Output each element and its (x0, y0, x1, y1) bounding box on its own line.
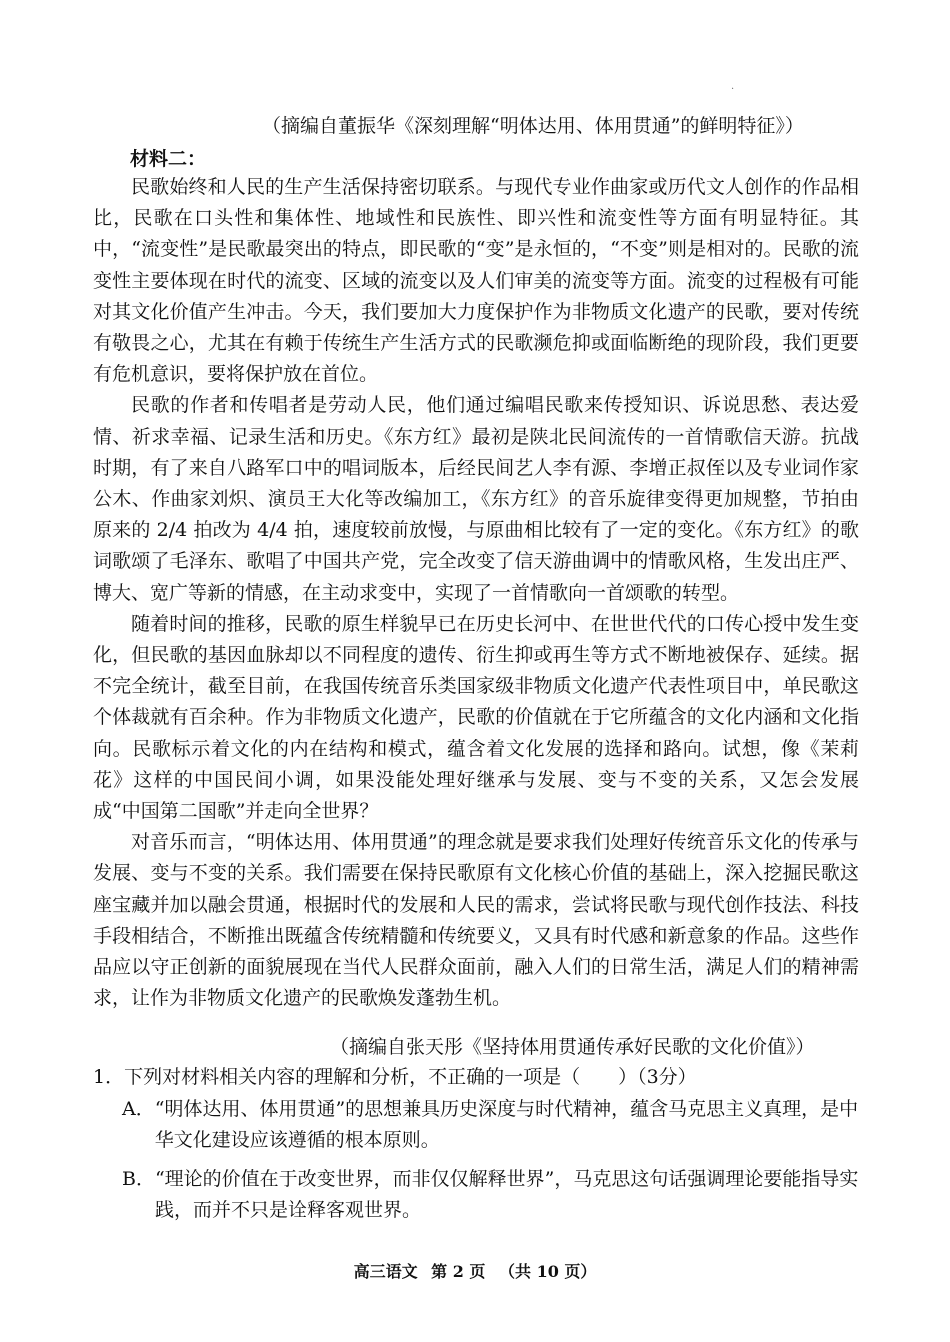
material-body (93, 172, 859, 1014)
option-a-text: “明体达用、体用贯通”的思想兼具历史深度与时代精神，蕴含马克思主义真理，是中华文化建设应该遵循的根本原则。 (154, 1098, 859, 1151)
footer-total-pages: （共 10 页） (499, 1262, 597, 1281)
source-citation-top: （摘编自董振华《深刻理解“明体达用、体用贯通”的鲜明特征》） (262, 115, 804, 137)
footer-page-number: 第 2 页 (431, 1262, 486, 1281)
paragraph-2: 民歌的作者和传唱者是劳动人民，他们通过编唱民歌来传授知识、诉说思愁、表达爱情、祈求幸福、记录生活和历史。《东方红》最初是陕北民间流传的一首情歌信天游。抗战时期，有了来自八路军口中的唱词版本，后经民间艺人李有源、李增正叔侄以及专业词作家公木、作曲家刘炽、演员王大化等改编加工，《东方红》的音乐旋律变得更加规整，节拍由原来的 2/4 拍改为 4/4 拍，速度较前放慢，与原曲相比较有了一定的变化。《东方红》的歌词歌颂了毛泽东、歌唱了中国共产党，完全改变了信天游曲调中的情歌风格，生发出庄严、博大、宽广等新的情感，在主动求变中，实现了一首情歌向一首颂歌的转型。 (93, 394, 859, 604)
option-b-text: “理论的价值在于改变世界，而非仅仅解释世界”，马克思这句话强调理论要能指导实践，而并不只是诠释客观世界。 (154, 1168, 859, 1221)
option-a-letter: A． (122, 1098, 155, 1120)
material-heading: 材料二： (130, 148, 207, 170)
paragraph-1: 民歌始终和人民的生产生活保持密切联系。与现代专业作曲家或历代文人创作的作品相比，民歌在口头性和集体性、地域性和民族性、即兴性和流变性等方面有明显特征。其中，“流变性”是民歌最突出的特点，即民歌的“变”是永恒的，“不变”则是相对的。民歌的流变性主要体现在时代的流变、区域的流变以及人们审美的流变等方面。流变的过程极有可能对其文化价值产生冲击。今天，我们要加大力度保护作为非物质文化遗产的民歌，要对传统有敬畏之心，尤其在有赖于传统生产生活方式的民歌濒危抑或面临断绝的现阶段，我们更要有危机意识，要将保护放在首位。 (93, 176, 859, 386)
paragraph-4: 对音乐而言，“明体达用、体用贯通”的理念就是要求我们处理好传统音乐文化的传承与发展、变与不变的关系。我们需要在保持民歌原有文化核心价值的基础上，深入挖掘民歌这座宝藏并加以融会贯通，根据时代的发展和人民的需求，尝试将民歌与现代创作技法、科技手段相结合，不断推出既蕴含传统精髓和传统要义，又具有时代感和新意象的作品。这些作品应以守正创新的面貌展现在当代人民群众面前，融入人们的日常生活，满足人们的精神需求，让作为非物质文化遗产的民歌焕发蓬勃生机。 (93, 831, 859, 1010)
footer-subject: 高三语文 (353, 1262, 418, 1281)
source-citation-bottom: （摘编自张天彤《坚持体用贯通传承好民歌的文化价值》） (330, 1036, 815, 1058)
option-a (122, 1094, 862, 1156)
question-1: 1．下列对材料相关内容的理解和分析，不正确的一项是（ ）（3分） (93, 1066, 697, 1088)
option-b-letter: B． (122, 1168, 155, 1190)
paragraph-3: 随着时间的推移，民歌的原生样貌早已在历史长河中、在世世代代的口传心授中发生变化，但民歌的基因血脉却以不同程度的遗传、衍生抑或再生等方式不断地被保存、延续。据不完全统计，截至目前，在我国传统音乐类国家级非物质文化遗产代表性项目中，单民歌这个体裁就有百余种。作为非物质文化遗产，民歌的价值就在于它所蕴含的文化内涵和文化指向。民歌标示着文化的内在结构和模式，蕴含着文化发展的选择和路向。试想，像《茉莉花》这样的中国民间小调，如果没能处理好继承与发展、变与不变的关系，又怎会发展成“中国第二国歌”并走向全世界？ (93, 612, 859, 823)
option-b (122, 1164, 862, 1226)
answer-options (122, 1094, 862, 1234)
page-footer (0, 1260, 950, 1284)
scan-dot: · (731, 84, 735, 95)
